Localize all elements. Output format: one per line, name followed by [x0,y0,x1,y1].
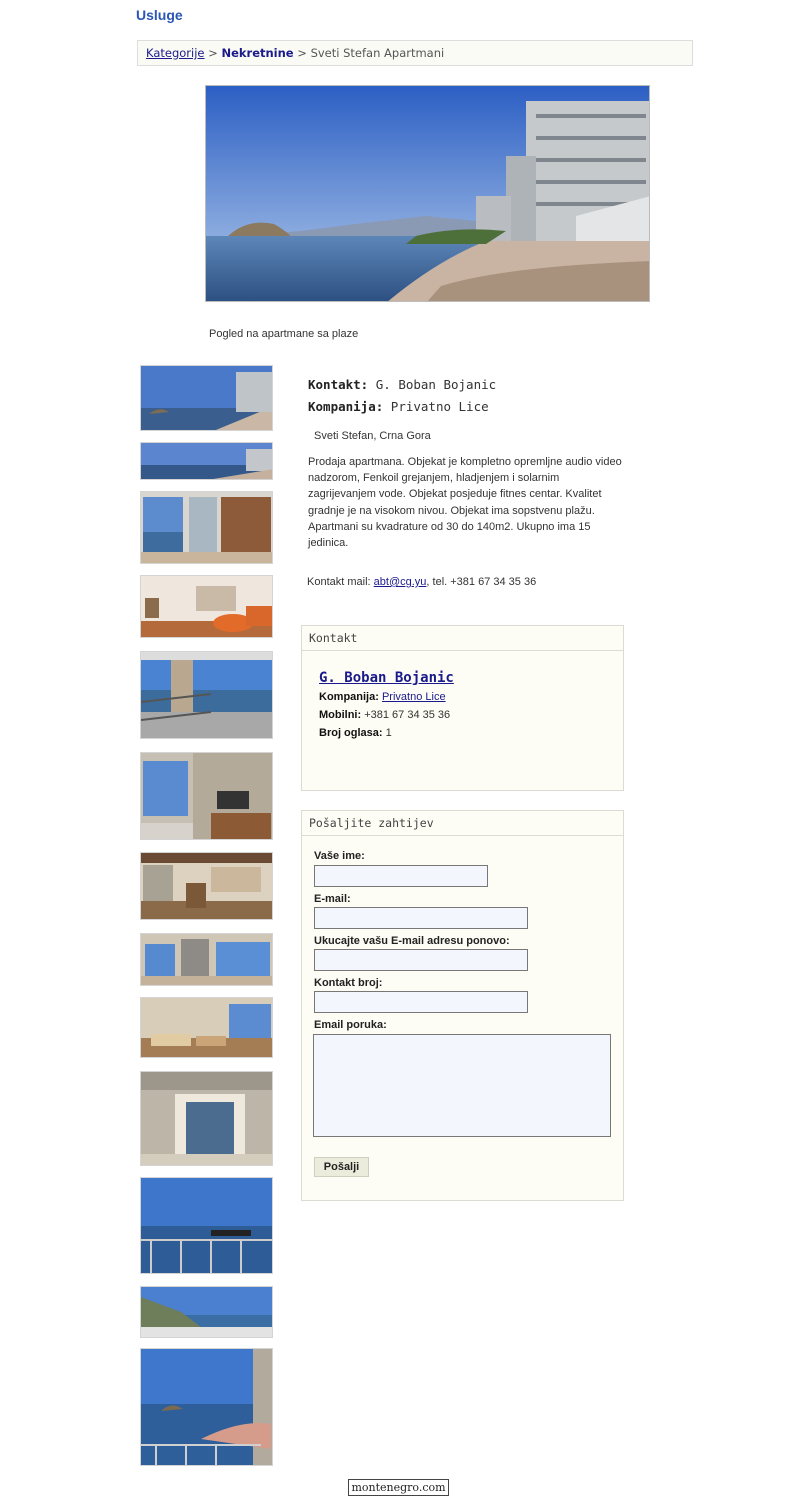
contact-name-link[interactable]: G. Boban Bojanic [319,670,454,686]
location: Sveti Stefan, Crna Gora [314,430,431,442]
message-label: Email poruka: [314,1019,387,1031]
submit-button[interactable]: Pošalji [314,1157,369,1177]
breadcrumb-separator: > [204,46,222,60]
breadcrumb-section-link[interactable]: Nekretnine [221,46,294,60]
watermark: montenegro.com [348,1479,449,1496]
contact-mobile-label: Mobilni: [319,709,362,721]
email-link[interactable]: abt@cg.yu [373,576,427,588]
breadcrumb-current: Sveti Stefan Apartmani [310,46,445,60]
thumbnail-deck[interactable] [140,1286,273,1338]
thumbnail-arched-windows[interactable] [140,933,273,986]
mail-label: Kontakt mail: [307,576,371,588]
form-title: Pošaljite zahtijev [302,811,623,836]
contact-company-row [319,688,623,706]
description: Prodaja apartmana. Objekat je kompletno opremljne audio video nadzorom, Fenkoil grejanjem, hladjenjem i solarnim zagrijevanjem vode. Objekat posjeduje fitnes centar. Kvalitet gradnje je na visokom nivou. Objekat ima sopstvenu plažu. [308,456,622,517]
contact-mail-line [307,576,536,588]
company-line [308,399,628,414]
email-label: E-mail: [314,893,351,905]
contact-line [308,377,628,392]
thumbnail-stone-entrance[interactable] [140,1071,273,1166]
contact-company-link[interactable]: Privatno Lice [381,691,446,703]
phone-label: Kontakt broj: [314,977,383,989]
email-confirm-input[interactable] [314,949,528,971]
phone-input[interactable] [314,991,528,1013]
thumbnail-beach-view[interactable] [140,365,273,431]
email-confirm-label: Ukucajte vašu E-mail adresu ponovo: [314,935,510,947]
thumbnail-living-room[interactable] [140,575,273,638]
contact-mobile-value: +381 67 34 35 36 [364,709,451,721]
company-label: Kompanija: [308,399,384,414]
company-value: Privatno Lice [390,399,489,414]
hero-photo[interactable] [205,85,650,302]
breadcrumb [137,40,693,66]
contact-ads-row [319,724,623,742]
thumbnail-kitchen[interactable] [140,852,273,920]
contact-value: G. Boban Bojanic [375,377,497,392]
email-input[interactable] [314,907,528,929]
contact-box-body [302,651,623,742]
phone-text: , tel. +381 67 34 35 36 [426,576,537,588]
message-textarea[interactable] [313,1034,611,1137]
name-input[interactable] [314,865,488,887]
thumbnail-tv-room[interactable] [140,752,273,840]
request-form [301,810,624,1201]
thumbnail-coast-view[interactable] [140,442,273,480]
contact-mobile-row [319,706,623,724]
breadcrumb-separator: > [293,46,311,60]
hero-caption: Pogled na apartmane sa plaze [209,328,359,340]
contact-company-label: Kompanija: [319,691,379,703]
contact-label: Kontakt: [308,377,369,392]
listing-info [308,377,628,551]
contact-box [301,625,624,791]
name-label: Vaše ime: [314,850,365,862]
thumbnail-sea-view[interactable] [140,1177,273,1274]
contact-ads-value: 1 [385,727,392,739]
thumbnail-terrace[interactable] [140,651,273,739]
thumbnail-island-view[interactable] [140,1348,273,1466]
thumbnail-balcony[interactable] [140,491,273,564]
contact-box-title: Kontakt [302,626,623,651]
description-size: Apartmani su kvadrature od 30 do 140m2. Ukupno ima 15 jedinica. [308,520,591,550]
breadcrumb-category-link[interactable]: Kategorije [146,46,205,60]
page-title: Usluge [136,7,183,23]
thumbnail-lounge[interactable] [140,997,273,1058]
contact-ads-label: Broj oglasa: [319,727,383,739]
